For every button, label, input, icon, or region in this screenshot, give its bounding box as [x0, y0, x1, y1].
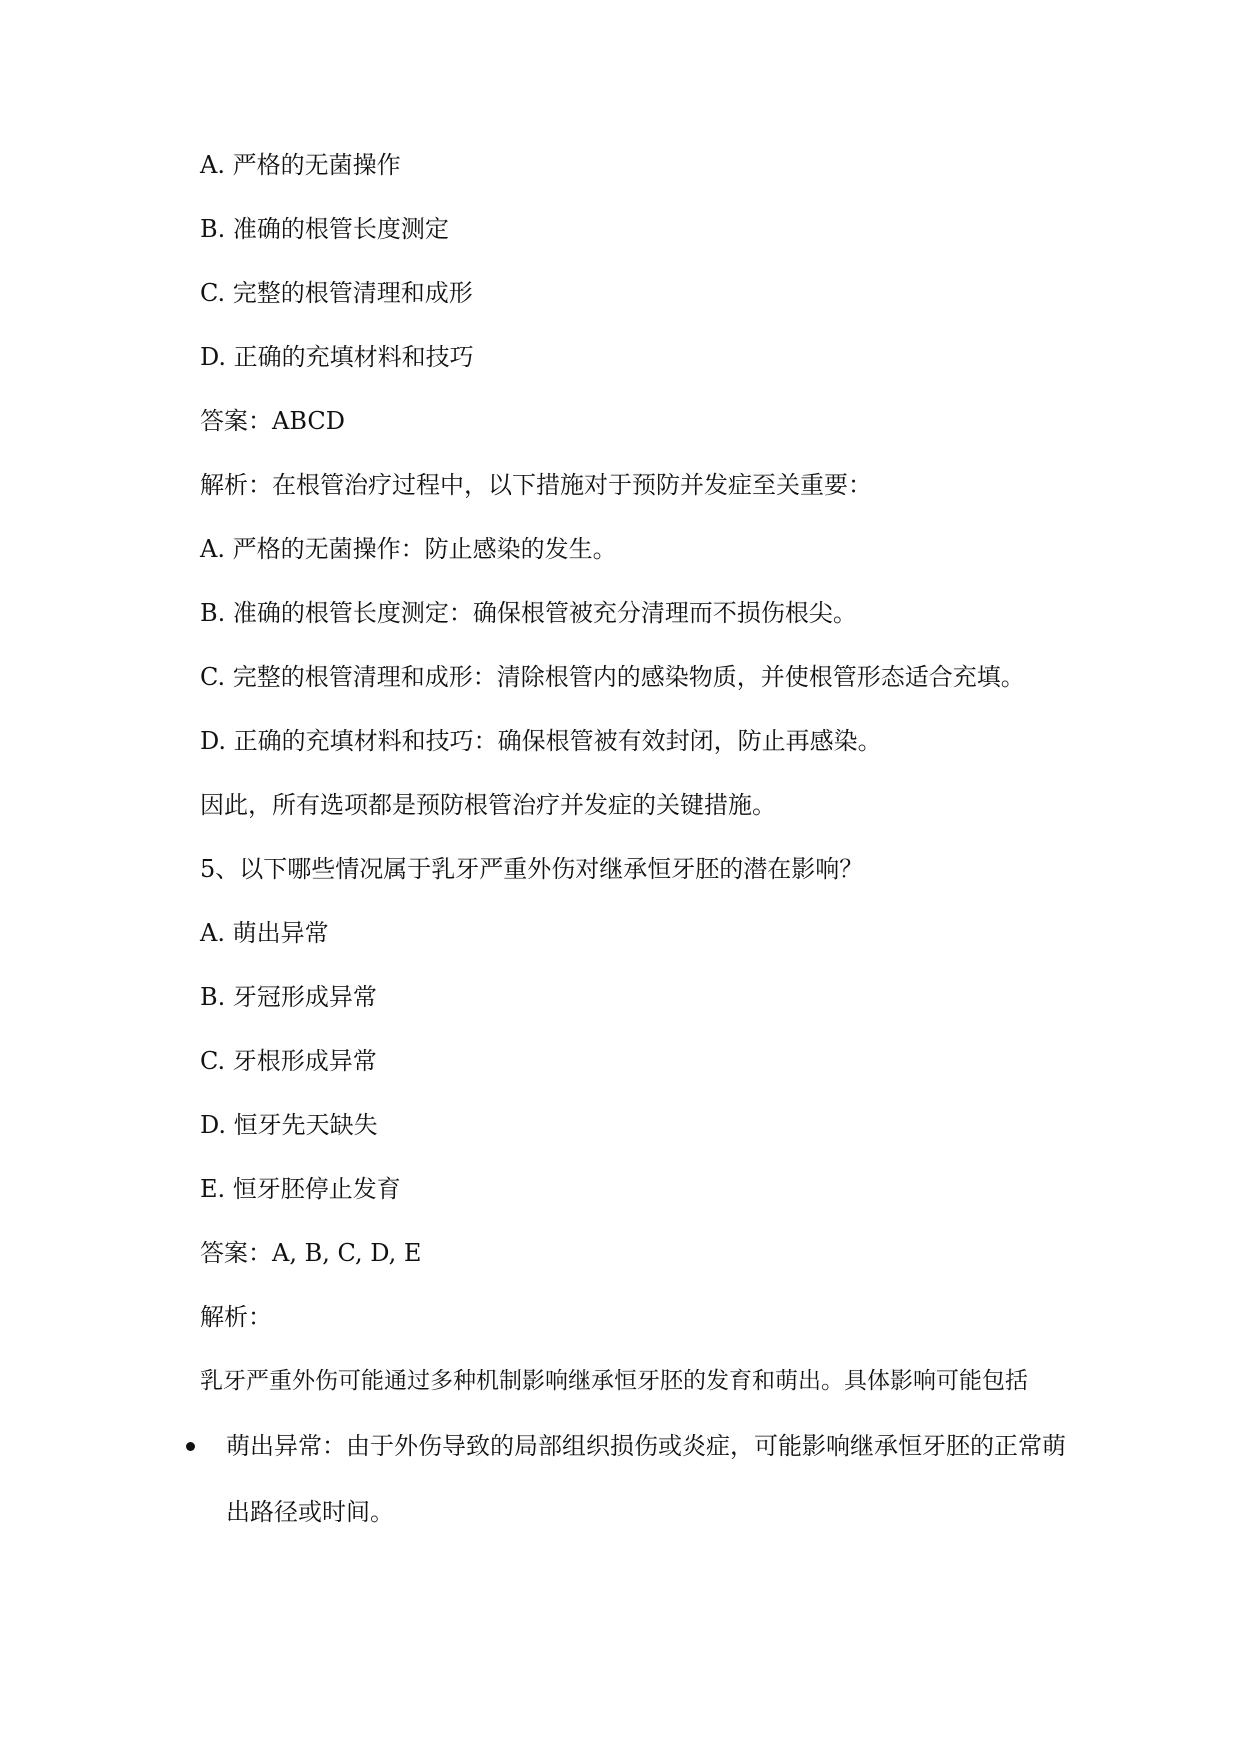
bullet-icon [186, 1442, 195, 1451]
q5-bullet-line-1: 萌出异常：由于外伤导致的局部组织损伤或炎症，可能影响继承恒牙胚的正常萌 [226, 1432, 1066, 1460]
q4-analysis-item-c: C. 完整的根管清理和成形：清除根管内的感染物质，并使根管形态适合充填。 [200, 663, 1025, 691]
q4-analysis-intro: 解析：在根管治疗过程中，以下措施对于预防并发症至关重要： [200, 471, 872, 499]
q4-option-b: B. 准确的根管长度测定 [200, 215, 449, 243]
q5-option-b: B. 牙冠形成异常 [200, 983, 377, 1011]
q4-conclusion: 因此，所有选项都是预防根管治疗并发症的关键措施。 [200, 791, 776, 819]
q4-option-c: C. 完整的根管清理和成形 [200, 279, 473, 307]
q4-analysis-item-d: D. 正确的充填材料和技巧：确保根管被有效封闭，防止再感染。 [200, 727, 882, 755]
q5-option-d: D. 恒牙先天缺失 [200, 1111, 378, 1139]
q5-option-c: C. 牙根形成异常 [200, 1047, 377, 1075]
q5-analysis-label: 解析： [200, 1303, 272, 1331]
q5-answer: 答案：A, B, C, D, E [200, 1239, 422, 1267]
q5-option-e: E. 恒牙胚停止发育 [200, 1175, 401, 1203]
q4-option-d: D. 正确的充填材料和技巧 [200, 343, 474, 371]
q5-bullet-line-2: 出路径或时间。 [226, 1498, 394, 1526]
q5-analysis-intro: 乳牙严重外伤可能通过多种机制影响继承恒牙胚的发育和萌出。具体影响可能包括 [200, 1368, 1028, 1394]
q4-analysis-item-a: A. 严格的无菌操作：防止感染的发生。 [200, 535, 617, 563]
q5-question: 5、以下哪些情况属于乳牙严重外伤对继承恒牙胚的潜在影响？ [200, 855, 864, 883]
q4-analysis-item-b: B. 准确的根管长度测定：确保根管被充分清理而不损伤根尖。 [200, 599, 857, 627]
q4-answer: 答案：ABCD [200, 407, 346, 435]
q5-option-a: A. 萌出异常 [200, 919, 329, 947]
q4-option-a: A. 严格的无菌操作 [200, 151, 401, 179]
